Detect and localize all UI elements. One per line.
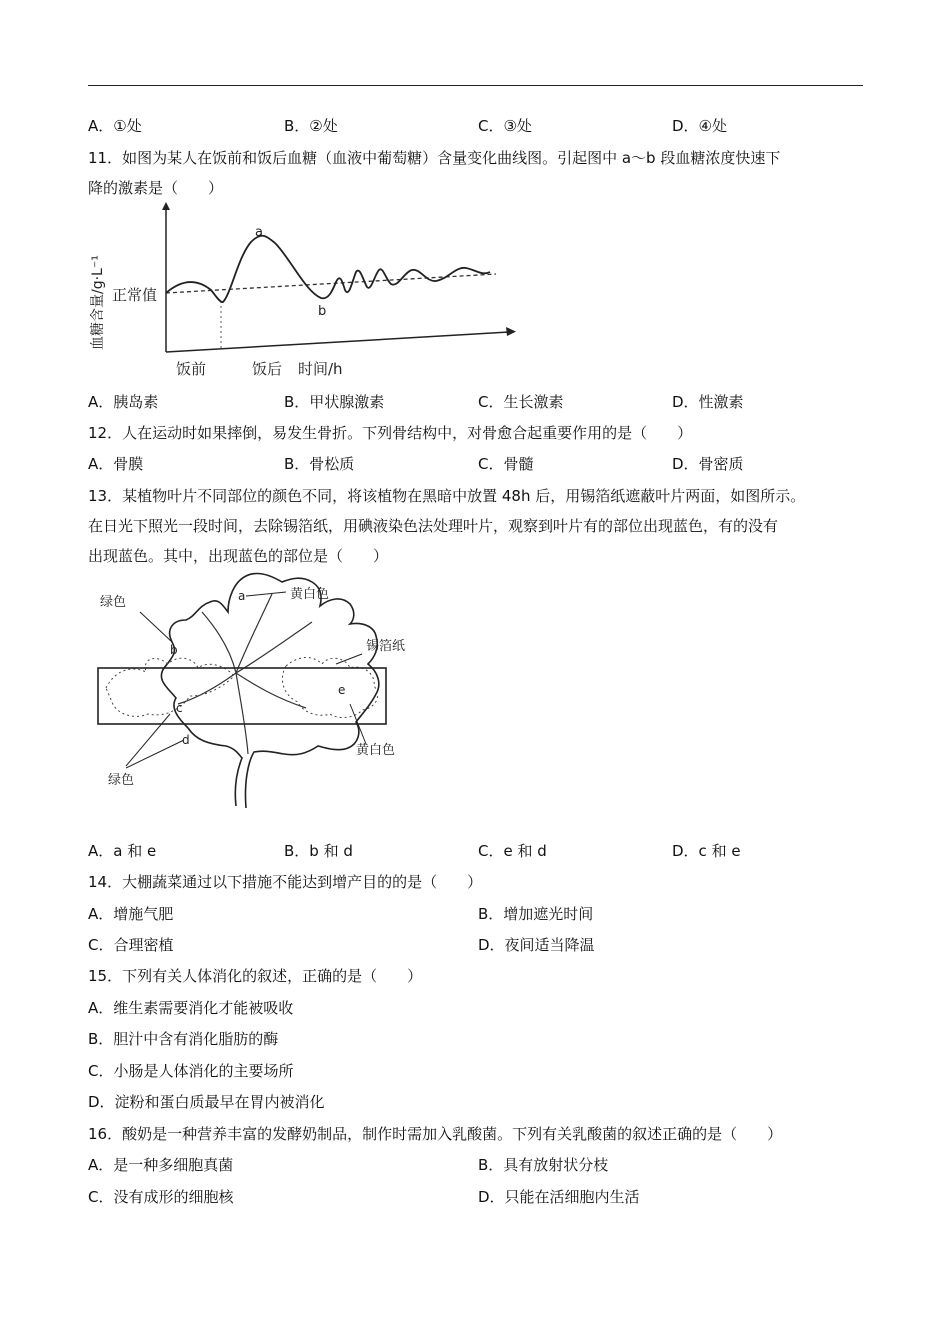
- x-label-after-meal: 饭后: [252, 360, 283, 378]
- label-green-bottom: 绿色: [108, 773, 135, 788]
- q16-option-b[interactable]: B．具有放射状分枝: [478, 1156, 609, 1174]
- yellow-white-region-right: [282, 658, 377, 718]
- leaf-outline: [161, 574, 378, 808]
- y-axis-arrow: [162, 202, 170, 210]
- q13-stem-line2: 在日光下照光一段时间，去除锡箔纸，用碘液染色法处理叶片，观察到叶片有的部位出现蓝色，有的没有: [88, 517, 779, 535]
- blood-sugar-curve: [166, 236, 490, 302]
- q15-option-c[interactable]: C．小肠是人体消化的主要场所: [88, 1062, 294, 1080]
- q12-option-a[interactable]: A．骨膜: [88, 455, 144, 473]
- q10-option-a[interactable]: A．①处: [88, 117, 142, 135]
- q12-option-d[interactable]: D．骨密质: [672, 455, 744, 473]
- label-b: b: [170, 643, 178, 657]
- q15-option-b[interactable]: B．胆汁中含有消化脂肪的酶: [88, 1030, 279, 1048]
- q13-stem-line3: 出现蓝色。其中，出现蓝色的部位是（ ）: [88, 547, 389, 565]
- q13-option-c[interactable]: C．e 和 d: [478, 842, 547, 860]
- y-axis-label: 血糖含量/g·L⁻¹: [90, 255, 106, 350]
- blood-sugar-figure: [86, 202, 526, 382]
- normal-value-label: 正常值: [112, 286, 158, 304]
- q12-stem: 12．人在运动时如果摔倒，易发生骨折。下列骨结构中，对骨愈合起重要作用的是（ ）: [88, 424, 693, 442]
- q13-option-b[interactable]: B．b 和 d: [284, 842, 353, 860]
- q11-option-a[interactable]: A．胰岛素: [88, 393, 159, 411]
- q15-option-a[interactable]: A．维生素需要消化才能被吸收: [88, 999, 294, 1017]
- q14-option-a[interactable]: A．增施气肥: [88, 905, 174, 923]
- q10-option-c[interactable]: C．③处: [478, 117, 532, 135]
- point-a-label: a: [255, 225, 263, 240]
- q14-option-d[interactable]: D．夜间适当降温: [478, 936, 595, 954]
- leader-foil: [336, 654, 362, 664]
- q16-option-d[interactable]: D．只能在活细胞内生活: [478, 1188, 640, 1206]
- q14-option-c[interactable]: C．合理密植: [88, 936, 174, 954]
- q10-option-d[interactable]: D．④处: [672, 117, 727, 135]
- x-axis: [166, 332, 510, 352]
- x-label-before-meal: 饭前: [176, 360, 207, 378]
- leader-a: [246, 592, 286, 596]
- q12-option-b[interactable]: B．骨松质: [284, 455, 355, 473]
- q15-stem: 15．下列有关人体消化的叙述，正确的是（ ）: [88, 967, 423, 985]
- label-d: d: [182, 733, 190, 747]
- point-b-label: b: [318, 304, 327, 319]
- q16-option-c[interactable]: C．没有成形的细胞核: [88, 1188, 234, 1206]
- q13-option-a[interactable]: A．a 和 e: [88, 842, 157, 860]
- q14-stem: 14．大棚蔬菜通过以下措施不能达到增产目的的是（ ）: [88, 873, 483, 891]
- x-axis-unit: 时间/h: [298, 360, 343, 378]
- q11-option-b[interactable]: B．甲状腺激素: [284, 393, 385, 411]
- q13-stem-line1: 13．某植物叶片不同部位的颜色不同，将该植物在黑暗中放置 48h 后，用锡箔纸遮蔽叶片两面，如图所示。: [88, 487, 806, 505]
- x-axis-arrow: [506, 327, 516, 336]
- label-c: c: [176, 701, 183, 715]
- q16-option-a[interactable]: A．是一种多细胞真菌: [88, 1156, 234, 1174]
- header-rule: [88, 85, 863, 86]
- leader-d: [126, 740, 184, 768]
- label-a: a: [238, 589, 246, 603]
- q10-option-b[interactable]: B．②处: [284, 117, 338, 135]
- label-tin-foil: 锡箔纸: [366, 639, 406, 654]
- label-e: e: [338, 683, 346, 697]
- label-green-top: 绿色: [100, 595, 127, 610]
- q15-option-d[interactable]: D．淀粉和蛋白质最早在胃内被消化: [88, 1093, 325, 1111]
- q11-option-d[interactable]: D．性激素: [672, 393, 744, 411]
- q13-option-d[interactable]: D．c 和 e: [672, 842, 741, 860]
- q11-stem-line1: 11．如图为某人在饭前和饭后血糖（血液中葡萄糖）含量变化曲线图。引起图中 a～b 段血糖浓度快速下: [88, 149, 781, 167]
- leader-c: [126, 714, 170, 766]
- q12-option-c[interactable]: C．骨髓: [478, 455, 534, 473]
- label-yellow-white-top: 黄白色: [290, 587, 330, 602]
- leader-b: [140, 612, 172, 642]
- leaf-veins: [178, 594, 312, 754]
- label-yellow-white-bottom: 黄白色: [356, 743, 396, 758]
- q11-option-c[interactable]: C．生长激素: [478, 393, 564, 411]
- q16-stem: 16．酸奶是一种营养丰富的发酵奶制品，制作时需加入乳酸菌。下列有关乳酸菌的叙述正确的是（ ）: [88, 1125, 783, 1143]
- leaf-foil-figure: [86, 568, 416, 824]
- q14-option-b[interactable]: B．增加遮光时间: [478, 905, 594, 923]
- q11-stem-line2: 降的激素是（ ）: [88, 179, 224, 197]
